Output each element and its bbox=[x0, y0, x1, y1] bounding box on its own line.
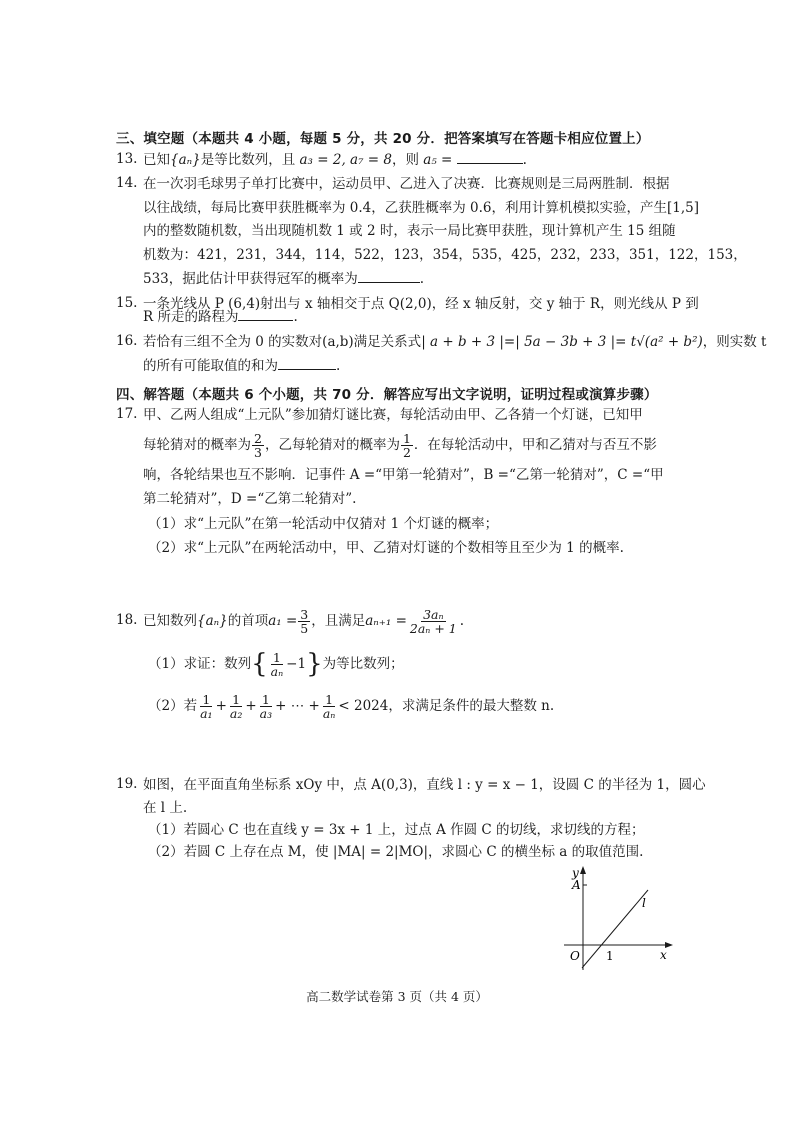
q19-part-2: （2）若圆 C 上存在点 M，使 |MA| = 2|MO|，求圆心 C 的横坐标 a 的取值范围. bbox=[148, 844, 644, 860]
q17-p1-den: 3 bbox=[254, 444, 262, 460]
q18-a1-num: 3 bbox=[300, 606, 309, 622]
q14-line-3: 内的整数随机数，当出现随机数 1 或 2 时，表示一局比赛甲获胜，现计算机产生 15 组随 bbox=[143, 223, 676, 239]
line-l bbox=[582, 890, 648, 968]
q18-rec-frac bbox=[408, 608, 459, 635]
q15-line-2 bbox=[143, 308, 298, 326]
q19-line-1: 如图，在平面直角坐标系 xOy 中，点 A(0,3)，直线 l : y = x − 1，设圆 C 的半径为 1，圆心 bbox=[143, 777, 706, 793]
q18-sum-den-3: a₃ bbox=[259, 705, 273, 721]
q17-line-3: 响，各轮结果也互不影响．记事件 A =“甲第一轮猜对”，B =“乙第一轮猜对”，C =“甲 bbox=[143, 467, 664, 483]
q17-number: 17. bbox=[116, 406, 138, 422]
q18-number: 18. bbox=[116, 612, 138, 628]
q15-answer-blank[interactable] bbox=[238, 308, 293, 321]
q18-brace-right: } bbox=[306, 649, 323, 679]
q13-seq: {aₙ} bbox=[170, 152, 201, 168]
q15-end: . bbox=[293, 309, 298, 325]
q18-rec-lhs: aₙ₊₁ = bbox=[365, 613, 407, 629]
q17-line-2b: ，乙每轮猜对的概率为 bbox=[264, 437, 400, 453]
q17-line-2c: ．在每轮活动中，甲和乙猜对与否互不影 bbox=[413, 437, 657, 453]
q18-rec-num: 3aₙ bbox=[423, 606, 444, 622]
q13-ask: a₅ = bbox=[423, 152, 453, 168]
q18-a1-frac bbox=[298, 608, 310, 635]
q17-part-2: （2）求“上元队”在两轮活动中，甲、乙猜对灯谜的个数相等且至少为 1 的概率. bbox=[148, 540, 624, 556]
q13-answer-blank[interactable] bbox=[457, 151, 523, 164]
q13-end: . bbox=[522, 152, 527, 168]
y-label: y bbox=[572, 866, 579, 880]
q18-line-1 bbox=[143, 604, 464, 638]
a-label: A bbox=[572, 878, 581, 892]
q18-sum-term-1: $\frac{1}{\text{a₁}}$ bbox=[200, 691, 213, 721]
q16-line-1a: 若恰有三组不全为 0 的实数对(a,b)满足关系式 bbox=[143, 334, 422, 350]
q13-text-a: 已知 bbox=[143, 152, 170, 168]
page-footer: 高二数学试卷第 3 页（共 4 页） bbox=[306, 989, 488, 1004]
q15-number: 15. bbox=[116, 295, 138, 311]
q16-end: . bbox=[336, 358, 341, 374]
q17-p1-num: 2 bbox=[254, 430, 262, 446]
q17-line-2 bbox=[143, 430, 657, 460]
q18-sum-den-1: a₁ bbox=[200, 705, 213, 721]
q17-prob-jia bbox=[252, 432, 264, 459]
q18-sum-tail: < 2024 bbox=[338, 698, 389, 714]
q14-line-5-text: 533，据此估计甲获得冠军的概率为 bbox=[143, 271, 358, 287]
q15-line-1: 一条光线从 P (6,4)射出与 x 轴相交于点 Q(2,0)，经 x 轴反射，交 y 轴于 R，则光线从 P 到 bbox=[143, 296, 699, 312]
q18-part1-a: （1）求证：数列 bbox=[148, 656, 252, 672]
q17-line-2a: 每轮猜对的概率为 bbox=[143, 437, 251, 453]
q13-text-c: ，则 bbox=[391, 152, 419, 168]
q14-end: . bbox=[419, 271, 425, 287]
y-axis-arrow bbox=[580, 866, 586, 874]
q19-line-2: 在 l 上. bbox=[143, 800, 188, 816]
q16-line-2 bbox=[143, 357, 340, 375]
q18-sum-term-3: $\frac{1}{\text{a₃}}$ bbox=[259, 691, 273, 721]
q18-part1-frac bbox=[269, 651, 286, 678]
q18-a1: a₁ = bbox=[268, 613, 298, 629]
q18-end: . bbox=[459, 613, 465, 629]
x-label: x bbox=[660, 948, 667, 962]
q13-text-b: 是等比数列，且 bbox=[200, 152, 296, 168]
q14-line-4: 机数为：421，231，344，114，522，123，354，535，425，232，233，351，122，153， bbox=[143, 247, 747, 263]
q18-part2-b: ，求满足条件的最大整数 n. bbox=[388, 698, 555, 714]
q18-sum-term-n: $\frac{1}{\text{aₙ}}$ bbox=[322, 691, 336, 721]
q18-a1-den: 5 bbox=[300, 620, 309, 636]
q16-formula: | a + b + 3 |=| 5a − 3b + 3 |= t√(a² + b²) bbox=[421, 334, 703, 350]
q18-part1-den: aₙ bbox=[270, 663, 284, 679]
q18-part1-b: 为等比数列； bbox=[322, 656, 404, 672]
q14-line-5 bbox=[143, 270, 424, 288]
q18-seq: {aₙ} bbox=[197, 613, 228, 629]
q18-sum-den-n: aₙ bbox=[322, 705, 336, 721]
q18-text-b: 的首项 bbox=[227, 613, 269, 629]
q17-p2-num: 1 bbox=[402, 430, 411, 446]
q13-text bbox=[143, 151, 527, 169]
q18-part-1 bbox=[148, 646, 404, 682]
q18-sum-term-2: $\frac{1}{\text{a₂}}$ bbox=[229, 691, 243, 721]
q19-number: 19. bbox=[116, 776, 138, 792]
q19-coordinate-figure bbox=[556, 864, 680, 976]
q16-number: 16. bbox=[116, 333, 138, 349]
q18-text-c: ，且满足 bbox=[311, 613, 366, 629]
q18-part1-minus: −1 bbox=[286, 656, 307, 672]
q13-number: 13. bbox=[116, 151, 138, 167]
q17-part-1: （1）求“上元队”在第一轮活动中仅猜对 1 个灯谜的概率； bbox=[148, 516, 499, 532]
q16-line-1b: ，则实数 t bbox=[702, 334, 767, 350]
q14-line-1: 在一次羽毛球男子单打比赛中，运动员甲、乙进入了决赛．比赛规则是三局两胜制．根据 bbox=[143, 176, 670, 192]
q17-prob-yi bbox=[401, 432, 413, 459]
q15-line-2-text: R 所走的路程为 bbox=[143, 309, 239, 325]
q16-line-1 bbox=[143, 333, 766, 351]
q13-cond: a₃ = 2, a₇ = 8 bbox=[299, 152, 392, 168]
q14-line-2: 以往战绩，每局比赛甲获胜概率为 0.4，乙获胜概率为 0.6，利用计算机模拟实验，产生[1,5] bbox=[143, 200, 700, 216]
q17-line-4: 第二轮猜对”，D =“乙第二轮猜对”. bbox=[143, 491, 357, 507]
q18-text-a: 已知数列 bbox=[143, 613, 197, 629]
q19-part-1: （1）若圆心 C 也在直线 y = 3x + 1 上，过点 A 作圆 C 的切线，求切线的方程； bbox=[148, 822, 645, 838]
q18-sum-den-2: a₂ bbox=[229, 705, 243, 721]
one-label: 1 bbox=[606, 949, 614, 963]
l-label: l bbox=[642, 896, 646, 910]
q17-p2-den: 2 bbox=[402, 444, 411, 460]
q16-line-2-text: 的所有可能取值的和为 bbox=[143, 358, 278, 374]
section4-heading: 四、解答题（本题共 6 个小题，共 70 分．解答应写出文字说明，证明过程或演算步骤） bbox=[116, 387, 658, 403]
q18-rec-den: 2aₙ + 1 bbox=[409, 620, 457, 636]
origin-label: O bbox=[570, 949, 580, 963]
q18-part-2: （2）若 $\frac{1}{\text{a₁}}$ + $\frac{1}{\text{a₂}}$ + $\frac{1}{\text{a₃}}$ + ⋯ + $\frac{1}{\text{aₙ}}$ < 2024 ，求满足条件的最大整数 n. bbox=[148, 691, 555, 721]
section3-heading: 三、填空题（本题共 4 小题，每题 5 分，共 20 分．把答案填写在答题卡相应位置上） bbox=[116, 131, 650, 147]
q14-answer-blank[interactable] bbox=[358, 270, 420, 283]
q17-line-1: 甲、乙两人组成“上元队”参加猜灯谜比赛，每轮活动由甲、乙各猜一个灯谜，已知甲 bbox=[143, 407, 643, 423]
q18-part2-a: （2）若 bbox=[148, 698, 198, 714]
q14-number: 14. bbox=[116, 175, 138, 191]
q16-answer-blank[interactable] bbox=[278, 357, 336, 370]
q18-part1-num: 1 bbox=[272, 649, 281, 665]
q18-brace-left: { bbox=[251, 649, 268, 679]
